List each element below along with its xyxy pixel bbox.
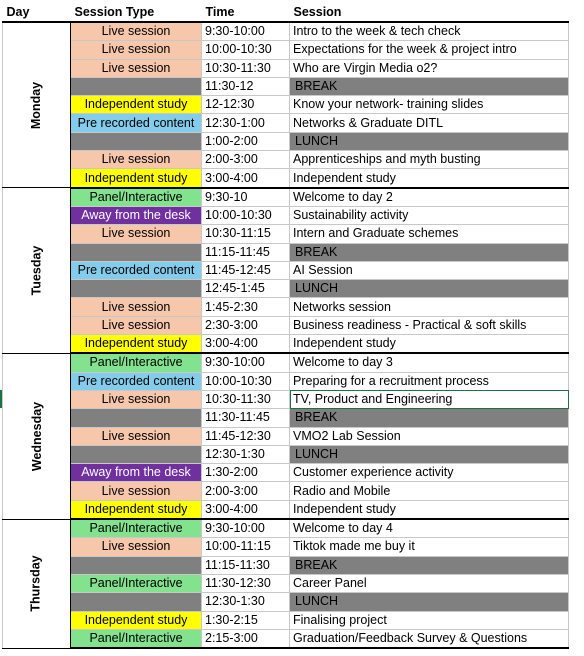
break-cell[interactable]: BREAK <box>290 409 569 427</box>
table-row <box>3 114 569 132</box>
table-row <box>3 335 569 354</box>
break-cell[interactable]: BREAK <box>290 556 569 574</box>
table-row <box>3 464 569 482</box>
session-cell[interactable]: Who are Virgin Media o2? <box>290 59 569 77</box>
session-cell[interactable]: Intern and Graduate schemes <box>290 225 569 243</box>
session-cell[interactable]: Expectations for the week & project intro <box>290 41 569 59</box>
table-row <box>3 519 569 538</box>
time-cell[interactable]: 10:00-10:30 <box>202 206 290 224</box>
session-type-cell[interactable]: Pre recorded content <box>71 372 202 390</box>
header-session-type[interactable]: Session Type <box>71 3 202 22</box>
session-type-cell[interactable]: Panel/Interactive <box>71 574 202 592</box>
session-type-cell[interactable]: Live session <box>71 427 202 445</box>
session-cell[interactable]: Independent study <box>290 169 569 188</box>
table-row <box>3 151 569 169</box>
table-row <box>3 409 569 427</box>
schedule-body <box>3 22 569 648</box>
time-cell[interactable]: 11:45-12:30 <box>202 427 290 445</box>
time-cell[interactable]: 3:00-4:00 <box>202 500 290 519</box>
session-cell[interactable]: Preparing for a recruitment process <box>290 372 569 390</box>
table-row <box>3 353 569 372</box>
day-cell-tuesday[interactable] <box>3 188 71 354</box>
session-type-cell[interactable]: Live session <box>71 22 202 41</box>
session-type-cell[interactable]: Independent study <box>71 169 202 188</box>
header-row <box>3 3 569 22</box>
break-cell[interactable]: LUNCH <box>290 593 569 611</box>
time-cell[interactable]: 11:30-11:45 <box>202 409 290 427</box>
break-cell[interactable]: LUNCH <box>290 280 569 298</box>
table-row <box>3 611 569 629</box>
session-type-cell[interactable]: Live session <box>71 41 202 59</box>
day-label: Monday <box>28 81 43 129</box>
table-row <box>3 169 569 188</box>
session-type-cell[interactable]: Live session <box>71 59 202 77</box>
time-cell[interactable]: 1:00-2:00 <box>202 132 290 150</box>
session-type-cell[interactable]: Live session <box>71 298 202 316</box>
time-cell[interactable]: 12:30-1:30 <box>202 593 290 611</box>
session-cell[interactable]: Independent study <box>290 335 569 354</box>
session-type-cell[interactable]: Panel/Interactive <box>71 353 202 372</box>
session-cell[interactable]: Independent study <box>290 500 569 519</box>
time-cell[interactable]: 11:15-11:45 <box>202 243 290 261</box>
session-type-cell[interactable] <box>71 445 202 463</box>
session-type-cell[interactable] <box>71 77 202 95</box>
break-cell[interactable]: BREAK <box>290 243 569 261</box>
time-cell[interactable]: 3:00-4:00 <box>202 169 290 188</box>
time-cell[interactable]: 2:00-3:00 <box>202 151 290 169</box>
table-row <box>3 132 569 150</box>
session-type-cell[interactable]: Away from the desk <box>71 206 202 224</box>
time-cell[interactable]: 12-12:30 <box>202 96 290 114</box>
break-cell[interactable]: LUNCH <box>290 445 569 463</box>
time-cell[interactable]: 10:00-10:30 <box>202 372 290 390</box>
table-row <box>3 41 569 59</box>
session-cell[interactable]: Career Panel <box>290 574 569 592</box>
time-cell[interactable]: 10:00-10:30 <box>202 41 290 59</box>
time-cell[interactable]: 10:30-11:30 <box>202 390 290 408</box>
session-cell[interactable]: VMO2 Lab Session <box>290 427 569 445</box>
session-type-cell[interactable] <box>71 280 202 298</box>
session-cell[interactable]: Radio and Mobile <box>290 482 569 500</box>
time-cell[interactable]: 9:30-10:00 <box>202 353 290 372</box>
session-cell[interactable]: Intro to the week & tech check <box>290 22 569 41</box>
day-label: Tuesday <box>28 245 43 296</box>
time-cell[interactable]: 3:00-4:00 <box>202 335 290 354</box>
table-row <box>3 316 569 334</box>
table-row <box>3 500 569 519</box>
schedule-table <box>2 3 569 649</box>
session-cell[interactable]: Customer experience activity <box>290 464 569 482</box>
time-cell[interactable]: 10:30-11:30 <box>202 59 290 77</box>
break-cell[interactable]: BREAK <box>290 77 569 95</box>
time-cell[interactable]: 2:00-3:00 <box>202 482 290 500</box>
session-type-cell[interactable]: Independent study <box>71 96 202 114</box>
time-cell[interactable]: 10:30-11:15 <box>202 225 290 243</box>
session-type-cell[interactable]: Away from the desk <box>71 464 202 482</box>
session-cell[interactable]: Welcome to day 3 <box>290 353 569 372</box>
session-cell[interactable]: Know your network- training slides <box>290 96 569 114</box>
session-cell[interactable]: Graduation/Feedback Survey & Questions <box>290 629 569 648</box>
table-row <box>3 243 569 261</box>
session-type-cell[interactable] <box>71 243 202 261</box>
session-cell[interactable]: TV, Product and Engineering <box>290 390 569 408</box>
table-row <box>3 298 569 316</box>
table-row <box>3 390 569 408</box>
day-label: Wednesday <box>30 401 45 471</box>
table-row <box>3 261 569 279</box>
time-cell[interactable]: 1:30-2:00 <box>202 464 290 482</box>
session-type-cell[interactable] <box>71 593 202 611</box>
session-cell[interactable]: Tiktok made me buy it <box>290 538 569 556</box>
session-cell[interactable]: Business readiness - Practical & soft skills <box>290 316 569 334</box>
session-cell[interactable]: Networks & Graduate DITL <box>290 114 569 132</box>
table-row <box>3 574 569 592</box>
time-cell[interactable]: 9:30-10:00 <box>202 22 290 41</box>
session-type-cell[interactable]: Pre recorded content <box>71 114 202 132</box>
time-cell[interactable]: 12:45-1:45 <box>202 280 290 298</box>
time-cell[interactable]: 11:30-12 <box>202 77 290 95</box>
table-row <box>3 445 569 463</box>
table-row <box>3 22 569 41</box>
session-type-cell[interactable] <box>71 132 202 150</box>
day-cell-wednesday[interactable] <box>3 353 71 519</box>
session-type-cell[interactable]: Live session <box>71 482 202 500</box>
session-cell[interactable]: Networks session <box>290 298 569 316</box>
header-day[interactable]: Day <box>3 3 71 22</box>
table-row <box>3 96 569 114</box>
session-type-cell[interactable]: Live session <box>71 316 202 334</box>
table-row <box>3 77 569 95</box>
table-row <box>3 59 569 77</box>
table-row <box>3 280 569 298</box>
table-row <box>3 206 569 224</box>
table-row <box>3 538 569 556</box>
time-cell[interactable]: 11:45-12:45 <box>202 261 290 279</box>
time-cell[interactable]: 1:30-2:15 <box>202 611 290 629</box>
session-cell[interactable]: Finalising project <box>290 611 569 629</box>
session-type-cell[interactable]: Pre recorded content <box>71 261 202 279</box>
session-type-cell[interactable]: Independent study <box>71 611 202 629</box>
table-row <box>3 593 569 611</box>
time-cell[interactable]: 11:30-12:30 <box>202 574 290 592</box>
time-cell[interactable]: 10:00-11:15 <box>202 538 290 556</box>
session-type-cell[interactable]: Live session <box>71 151 202 169</box>
header-time[interactable]: Time <box>202 3 290 22</box>
session-type-cell[interactable] <box>71 556 202 574</box>
header-session[interactable]: Session <box>290 3 569 22</box>
session-cell[interactable]: Welcome to day 2 <box>290 188 569 207</box>
session-type-cell[interactable]: Independent study <box>71 335 202 354</box>
session-cell[interactable]: Sustainability activity <box>290 206 569 224</box>
table-row <box>3 556 569 574</box>
time-cell[interactable]: 9:30-10 <box>202 188 290 207</box>
day-cell-thursday[interactable] <box>3 519 71 648</box>
time-cell[interactable]: 2:30-3:00 <box>202 316 290 334</box>
session-type-cell[interactable] <box>71 409 202 427</box>
session-cell[interactable]: AI Session <box>290 261 569 279</box>
time-cell[interactable]: 11:15-11:30 <box>202 556 290 574</box>
session-cell[interactable]: Apprenticeships and myth busting <box>290 151 569 169</box>
table-row <box>3 372 569 390</box>
table-row <box>3 225 569 243</box>
table-row <box>3 427 569 445</box>
time-cell[interactable]: 9:30-10:00 <box>202 519 290 538</box>
table-row <box>3 629 569 648</box>
time-cell[interactable]: 2:15-3:00 <box>202 629 290 648</box>
table-row <box>3 188 569 207</box>
session-type-cell[interactable]: Independent study <box>71 500 202 519</box>
session-cell[interactable]: Welcome to day 4 <box>290 519 569 538</box>
session-type-cell[interactable]: Live session <box>71 538 202 556</box>
table-row <box>3 482 569 500</box>
session-type-cell[interactable]: Panel/Interactive <box>71 519 202 538</box>
session-type-cell[interactable]: Panel/Interactive <box>71 629 202 648</box>
time-cell[interactable]: 1:45-2:30 <box>202 298 290 316</box>
time-cell[interactable]: 12:30-1:00 <box>202 114 290 132</box>
day-cell-monday[interactable] <box>3 22 71 188</box>
break-cell[interactable]: LUNCH <box>290 132 569 150</box>
session-type-cell[interactable]: Live session <box>71 225 202 243</box>
session-type-cell[interactable]: Panel/Interactive <box>71 188 202 207</box>
session-type-cell[interactable]: Live session <box>71 390 202 408</box>
time-cell[interactable]: 12:30-1:30 <box>202 445 290 463</box>
day-label: Thursday <box>28 555 43 612</box>
